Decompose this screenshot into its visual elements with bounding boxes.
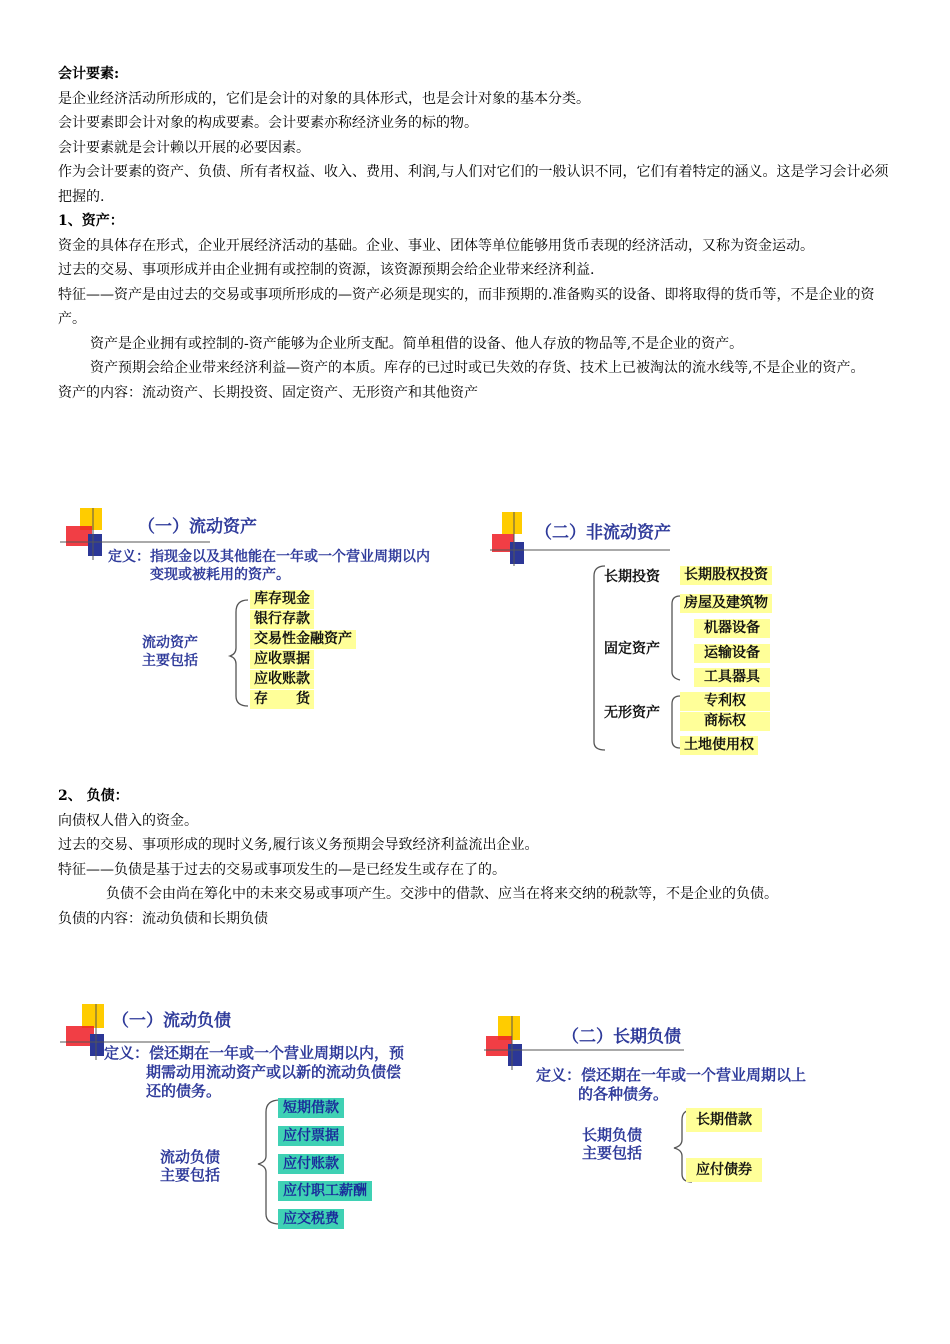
list-item: 应付债券 (686, 1158, 762, 1182)
definition-text: 变现或被耗用的资产。 (150, 567, 290, 583)
deco-blue-square (510, 542, 524, 564)
assets-line: 资产的内容：流动资产、长期投资、固定资产、无形资产和其他资产 (58, 384, 478, 401)
definition-text: 还的债务。 (146, 1082, 222, 1100)
group-label: 固定资产 (604, 641, 660, 657)
definition-text: 期需动用流动资产或以新的流动负债偿 (146, 1063, 402, 1081)
list-item: 应收账款 (250, 670, 314, 689)
figure-noncurrent-assets (490, 512, 820, 762)
figure-current-liabilities (60, 1004, 480, 1236)
figure-title: （一）流动负债 (112, 1011, 231, 1031)
list-item: 存 货 (250, 690, 314, 709)
list-item: 土地使用权 (680, 736, 758, 755)
definition-text: 定义：指现金以及其他能在一年或一个营业周期以内 (108, 549, 430, 565)
group-label: 流动负债 (160, 1148, 221, 1166)
list-item: 应付票据 (278, 1126, 344, 1146)
definition-text: 的各种债务。 (578, 1085, 669, 1103)
list-item: 短期借款 (278, 1098, 344, 1118)
group-label: 主要包括 (582, 1144, 643, 1162)
list-item: 工具器具 (694, 668, 770, 687)
list-item: 运输设备 (694, 644, 770, 663)
list-item: 长期股权投资 (680, 566, 772, 585)
list-item: 专利权 (680, 692, 770, 711)
group-label: 无形资产 (604, 705, 660, 721)
liabilities-line: 负债的内容：流动负债和长期负债 (58, 910, 268, 927)
figure-title: （一）流动资产 (138, 517, 257, 537)
definition-text: 定义：偿还期在一年或一个营业周期以上 (536, 1066, 807, 1084)
brace (230, 600, 248, 706)
list-item: 库存现金 (250, 590, 314, 609)
assets-line: 资金的具体存在形式，企业开展经济活动的基础。企业、事业、团体等单位能够用货币表现的经济活动，又称为资金运动。 (58, 237, 814, 254)
list-item: 应交税费 (278, 1209, 344, 1229)
group-label: 长期投资 (604, 569, 660, 585)
liabilities-line: 向债权人借入的资金。 (58, 812, 198, 829)
figure-current-liabilities-lines (60, 1004, 480, 1236)
brace (594, 566, 605, 750)
list-item: 机器设备 (694, 619, 770, 638)
deco-blue-square (88, 534, 102, 556)
list-item: 应付职工薪酬 (278, 1181, 372, 1201)
intro-heading: 会计要素: (58, 66, 120, 82)
deco-blue-square (90, 1034, 104, 1056)
intro-section (58, 62, 898, 405)
list-item: 长期借款 (686, 1108, 762, 1132)
assets-line: 特征——资产是由过去的交易或事项所形成的—资产必须是现实的，而非预期的.准备购买的设备、即将取得的货币等，不是企业的资产。 (58, 286, 875, 327)
list-item: 应收票据 (250, 650, 314, 669)
liabilities-line: 负债不会由尚在筹化中的未来交易或事项产生。交涉中的借款、应当在将来交纳的税款等，不是企业的负债。 (106, 886, 778, 902)
figure-title: （二）长期负债 (562, 1027, 681, 1047)
list-item: 商标权 (680, 712, 770, 731)
list-item: 应付账款 (278, 1154, 344, 1174)
brace (258, 1100, 280, 1224)
liabilities-section (58, 784, 898, 931)
definition-text: 定义：偿还期在一年或一个营业周期以内，预 (104, 1044, 405, 1062)
list-item: 房屋及建筑物 (680, 594, 772, 613)
deco-yellow-square (502, 512, 522, 534)
deco-blue-square (508, 1044, 522, 1066)
liabilities-line: 特征——负债是基于过去的交易或事项发生的—是已经发生或存在了的。 (58, 861, 506, 878)
intro-line: 会计要素即会计对象的构成要素。会计要素亦称经济业务的标的物。 (58, 115, 478, 131)
figure-longterm-liabilities (484, 1016, 864, 1196)
liabilities-heading: 2、 负债： (58, 788, 129, 804)
assets-line: 资产预期会给企业带来经济利益—资产的本质。库存的已过时或已失效的存货、技术上已被淘汰的流水线等,不是企业的资产。 (90, 360, 865, 376)
brace (672, 696, 680, 748)
liabilities-line: 过去的交易、事项形成的现时义务,履行该义务预期会导致经济利益流出企业。 (58, 837, 539, 853)
deco-red-square (66, 1026, 94, 1046)
group-label: 主要包括 (160, 1166, 221, 1184)
assets-line: 资产是企业拥有或控制的-资产能够为企业所支配。简单租借的设备、他人存放的物品等,不是企业的资产。 (90, 335, 744, 352)
deco-yellow-square (82, 1004, 104, 1028)
group-label: 流动资产 (142, 635, 198, 651)
group-label: 主要包括 (142, 653, 198, 669)
assets-heading: 1、资产： (58, 213, 124, 229)
list-item: 银行存款 (250, 610, 314, 629)
intro-line: 是企业经济活动所形成的，它们是会计的对象的具体形式，也是会计对象的基本分类。 (58, 90, 590, 107)
intro-line: 作为会计要素的资产、负债、所有者权益、收入、费用、利润,与人们对它们的一般认识不同，它们有着特定的涵义。这是学习会计必须把握的. (58, 164, 889, 205)
brace (672, 596, 680, 680)
intro-line: 会计要素就是会计赖以开展的必要因素。 (58, 139, 310, 156)
group-label: 长期负债 (582, 1126, 643, 1144)
list-item: 交易性金融资产 (250, 630, 356, 649)
figure-noncurrent-assets-lines (490, 512, 820, 762)
figure-title: （二）非流动资产 (535, 523, 671, 543)
figure-current-assets (60, 508, 480, 718)
assets-line: 过去的交易、事项形成并由企业拥有或控制的资源，该资源预期会给企业带来经济利益. (58, 262, 595, 278)
